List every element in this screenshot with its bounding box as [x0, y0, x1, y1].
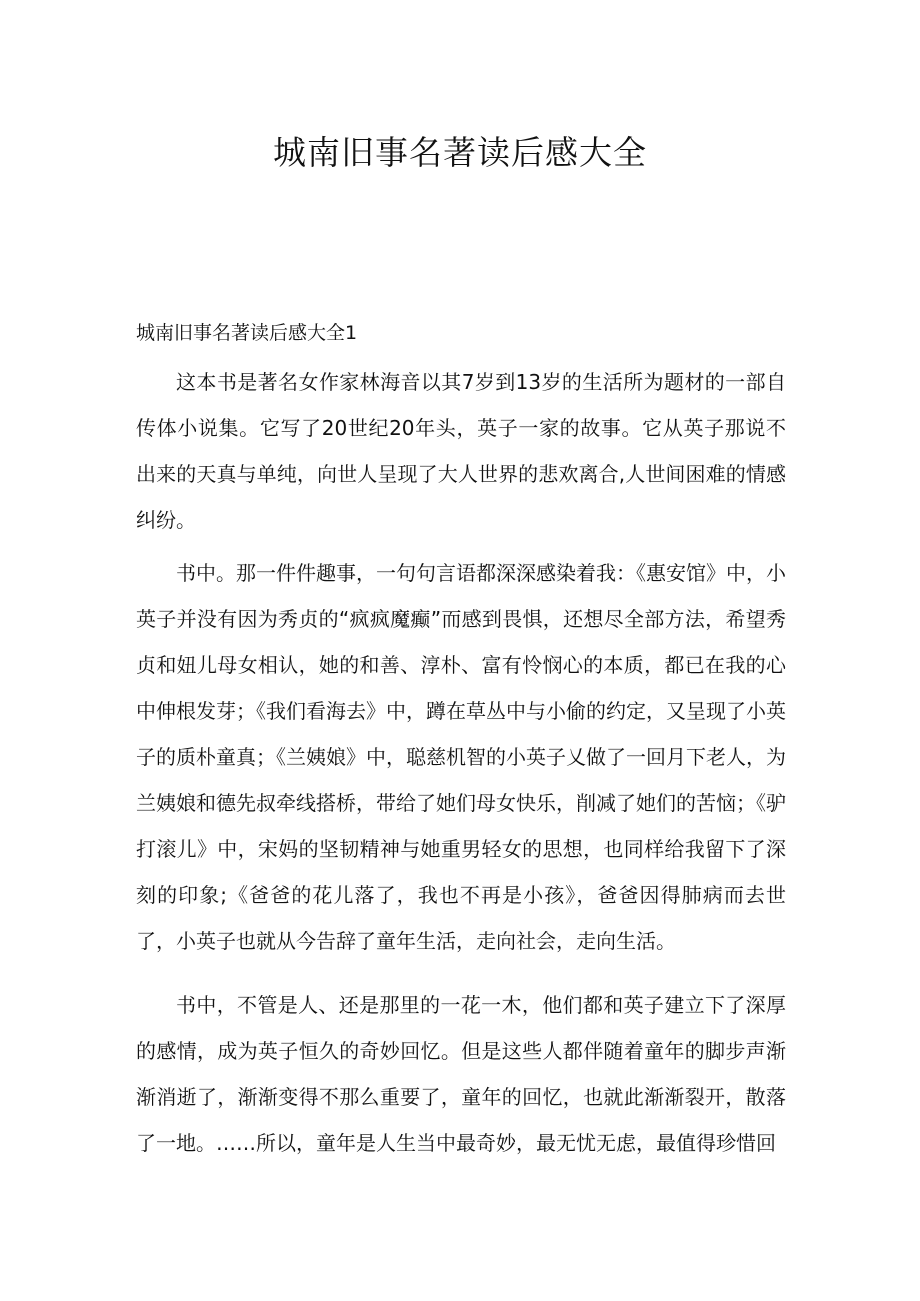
- section-heading: 城南旧事名著读后感大全1: [136, 322, 358, 344]
- page-title: 城南旧事名著读后感大全: [273, 133, 647, 172]
- paragraph-1: 这本书是著名女作家林海音以其7岁到13岁的生活所为题材的一部自传体小说集。它写了20世纪20年头，英子一家的故事。它从英子那说不出来的天真与单纯，向世人呈现了大人世界的悲欢离合,人世间困难的情感纠纷。: [136, 370, 786, 532]
- paragraph-3: 书中，不管是人、还是那里的一花一木，他们都和英子建立下了深厚的感情，成为英子恒久的奇妙回忆。但是这些人都伴随着童年的脚步声渐渐消逝了，渐渐变得不那么重要了，童年的回忆，也就此渐渐裂开，散落了一地。……所以，童年是人生当中最奇妙，最无忧无虑，最值得珍惜回: [136, 993, 786, 1155]
- paragraph-2: 书中。那一件件趣事，一句句言语都深深感染着我：《惠安馆》中，小英子并没有因为秀贞的“疯疯魔癫”而感到畏惧，还想尽全部方法，希望秀贞和妞儿母女相认，她的和善、淳朴、富有怜悯心的本质，都已在我的心中伸根发芽；《我们看海去》中，蹲在草丛中与小偷的约定，又呈现了小英子的质朴童真；《兰姨娘》中，聪慈机智的小英子乂做了一回月下老人，为兰姨娘和德先叔牵线搭桥，带给了她们母女快乐，削减了她们的苦恼；《驴打滚儿》中，宋妈的坚韧精神与她重男轻女的思想，也同样给我留下了深刻的印象;《爸爸的花儿落了，我也不再是小孩》，爸爸因得肺病而去世了，小英子也就从今告辞了童年生活，走向社会，走向生活。: [136, 561, 786, 953]
